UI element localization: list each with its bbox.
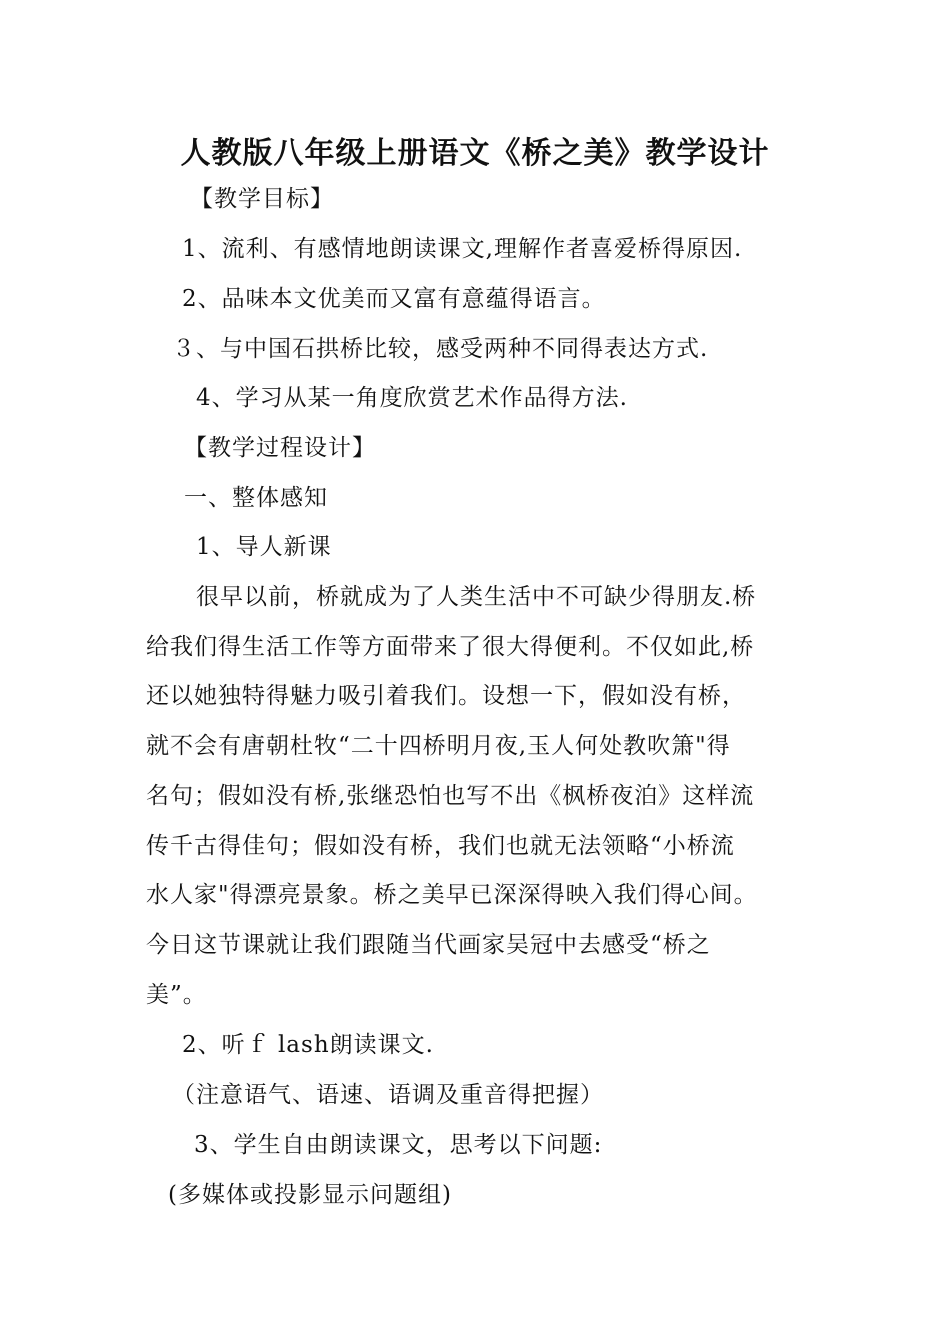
goal-item-1: 1、流利、有感情地朗读课文,理解作者喜爱桥得原因.: [182, 236, 743, 262]
paragraph-line: 今日这节课就让我们跟随当代画家吴冠中去感受“桥之: [146, 932, 711, 958]
document-title: 人教版八年级上册语文《桥之美》教学设计: [180, 136, 770, 171]
paragraph-line: 给我们得生活工作等方面带来了很大得便利。不仅如此,桥: [146, 634, 755, 660]
step-heading-intro: 1、导人新课: [196, 534, 332, 560]
goal-item-4: 4、学习从某一角度欣赏艺术作品得方法.: [196, 385, 628, 411]
step-note-multimedia: (多媒体或投影显示问题组): [168, 1182, 452, 1208]
paragraph-line: 就不会有唐朝杜牧“二十四桥明月夜,玉人何处教吹箫"得: [146, 733, 731, 759]
section-heading-process: 【教学过程设计】: [184, 435, 376, 461]
goal-item-2: 2、品味本文优美而又富有意蕴得语言。: [182, 286, 606, 312]
step-heading-flash: 2、听ｆ lash朗读课文.: [182, 1032, 434, 1058]
paragraph-line: 名句；假如没有桥,张继恐怕也写不出《枫桥夜泊》这样流: [146, 783, 755, 809]
paragraph-line: 美”。: [146, 982, 207, 1008]
step-heading-free-reading: 3、学生自由朗读课文，思考以下问题:: [194, 1132, 603, 1158]
goal-item-3: ３、与中国石拱桥比较，感受两种不同得表达方式.: [172, 336, 709, 362]
paragraph-line: 还以她独特得魅力吸引着我们。设想一下，假如没有桥，: [146, 683, 746, 709]
section-heading-goals: 【教学目标】: [190, 186, 334, 212]
paragraph-line: 很早以前，桥就成为了人类生活中不可缺少得朋友.桥: [196, 584, 757, 610]
step-note-flash: （注意语气、语速、语调及重音得把握）: [172, 1082, 604, 1108]
part-heading-overall: 一、整体感知: [184, 485, 328, 511]
paragraph-line: 水人家"得漂亮景象。桥之美早已深深得映入我们得心间。: [146, 882, 758, 908]
paragraph-line: 传千古得佳句；假如没有桥，我们也就无法领略“小桥流: [146, 833, 735, 859]
